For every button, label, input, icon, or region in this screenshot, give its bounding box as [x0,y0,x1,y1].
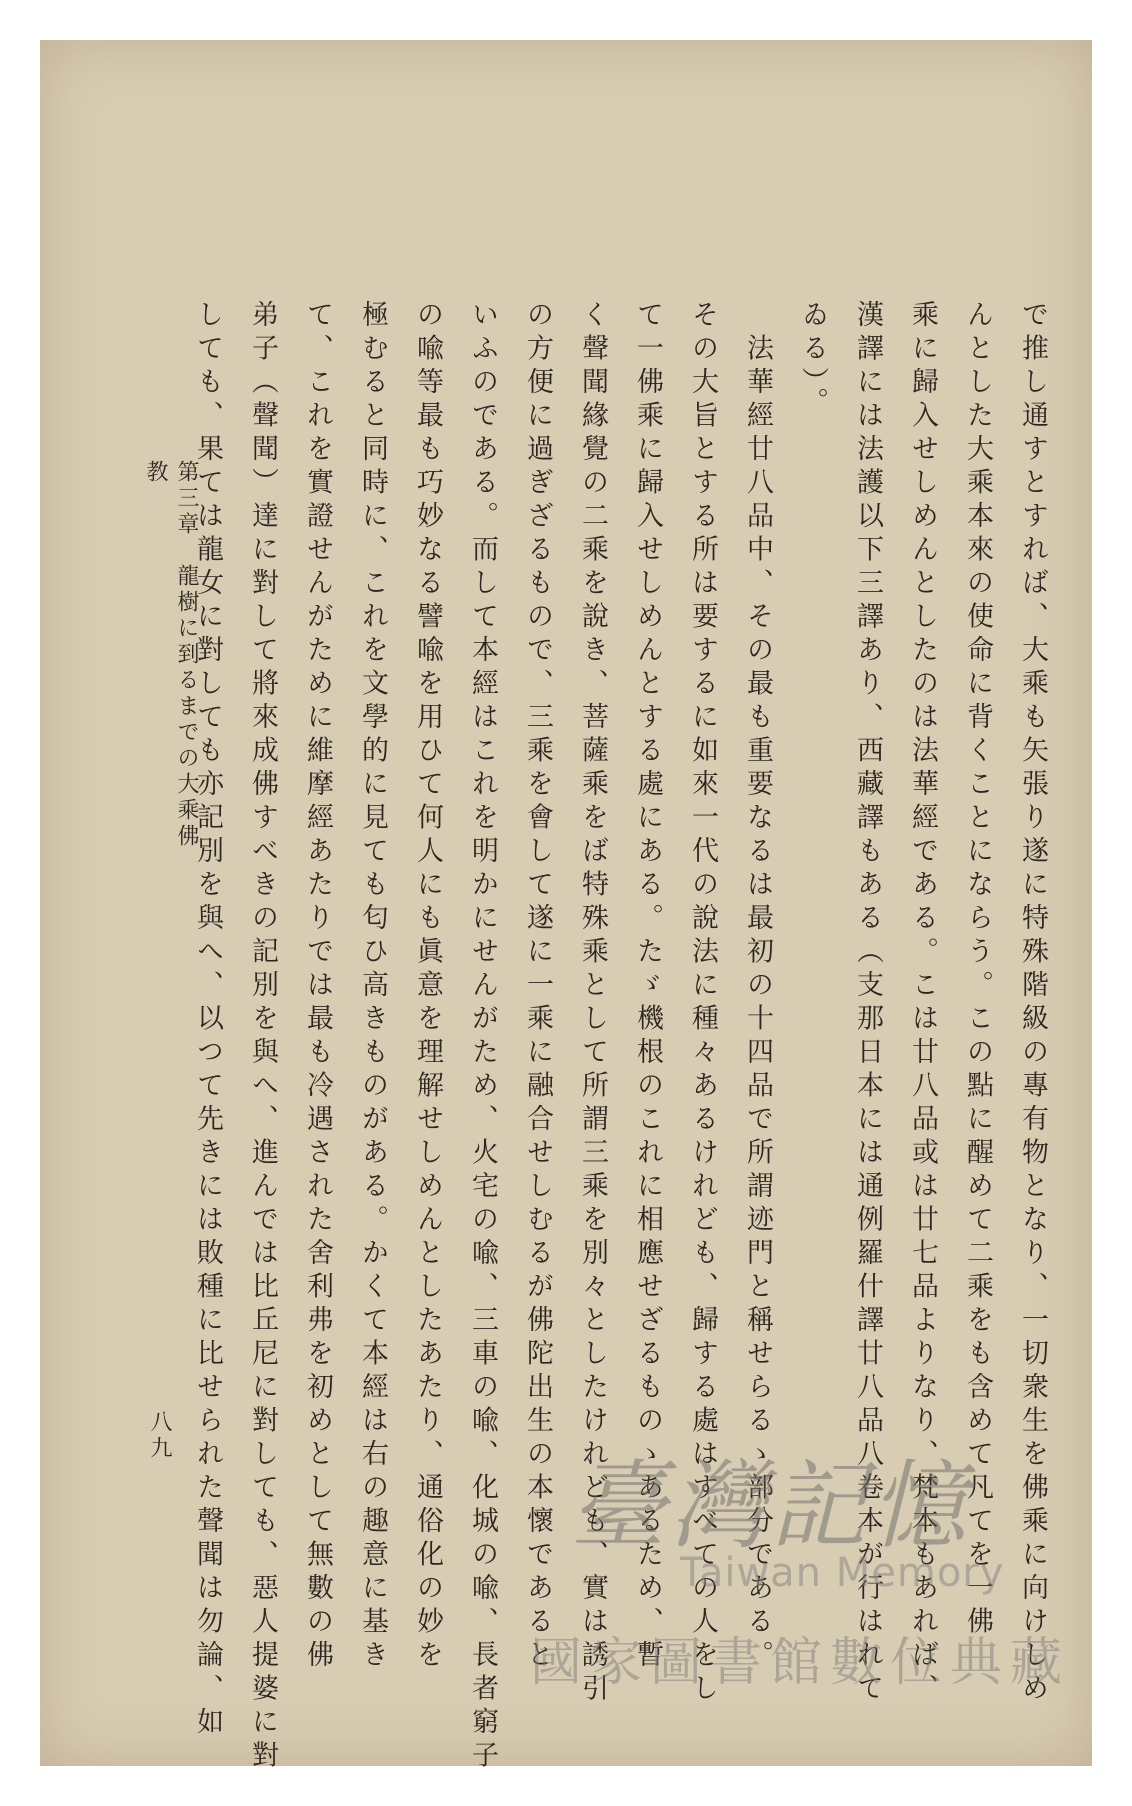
watermark-org: 國家圖書館數位典藏 [530,1633,1071,1693]
text-line: 漢譯には法護以下三譯あり、西藏譯もある（支那日本には通例羅什譯廿八品八卷本が行はれて [852,300,883,1707]
text-line: で推し通すとすれば、大乘も矢張り遂に特殊階級の專有物となり、一切衆生を佛乘に向けしめ [1017,300,1048,1707]
page-number: 八九 [147,1410,172,1462]
watermark-latin: Taiwan Memory [680,1550,1005,1596]
text-line: ゐる）。 [797,300,828,421]
text-line: その大旨とする所は要するに如來一代の說法に種々あるけれども、歸する處はすべての人をし [687,300,718,1707]
text-line: の方便に過ぎざるもので、三乘を會して遂に一乘に融合せしむるが佛陀出生の本懷であると [522,300,553,1674]
text-line: て一佛乘に歸入せしめんとする處にある。たゞ機根のこれに相應せざるものゝあるため、暫 [632,300,663,1674]
scanned-page [40,40,1092,1774]
text-line: 極むると同時に、これを文學的に見ても匂ひ高きものがある。かくて本經は右の趣意に基き [357,300,388,1674]
text-line: 乘に歸入せしめんとしたのは法華經である。こは廿八品或は廿七品よりなり、梵本もあれば、 [907,300,938,1707]
text-line: の喩等最も巧妙なる譬喩を用ひて何人にも眞意を理解せしめんとしたあたり、通俗化の妙を [412,300,443,1674]
running-head: 第三章 龍樹に到るまでの大乘佛教 [143,460,199,850]
text-line: て、これを實證せんがために維摩經あたりでは最も冷遇された舍利弗を初めとして無數の佛 [302,300,333,1674]
text-line: いふのである。而して本經はこれを明かにせんがため、火宅の喩、三車の喩、化城の喩、長者窮子 [467,300,498,1774]
text-line: しても、果ては龍女に對しても亦記別を與へ、以つて先きには敗種に比せられた聲聞は勿論、如 [192,300,223,1741]
text-line: く聲聞緣覺の二乘を說き、菩薩乘をば特殊乘として所謂三乘を別々としたけれども、實は誘引 [577,300,608,1707]
text-line: 法華經廿八品中、その最も重要なるは最初の十四品で所謂迹門と稱せらるゝ部分である。 [742,300,773,1674]
text-line: んとした大乘本來の使命に背くことにならう。この點に醒めて二乘をも含めて凡てを一佛 [962,300,993,1640]
watermark [530,1430,1090,1730]
text-line: 弟子（聲聞）達に對して將來成佛すべきの記別を與へ、進んでは比丘尼に對しても、惡人提婆に對 [247,300,278,1774]
watermark-script: 臺灣記憶 [570,1450,970,1562]
